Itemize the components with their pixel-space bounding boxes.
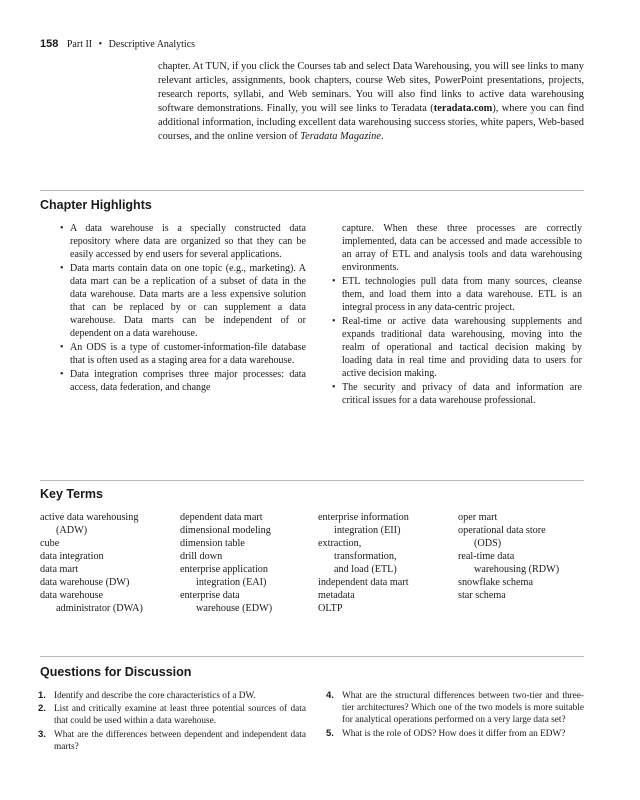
key-term: extraction, bbox=[318, 538, 362, 549]
header-separator: • bbox=[98, 39, 103, 50]
highlight-item: • The security and privacy of data and information are critical issues for a data warehouse professional. bbox=[332, 382, 582, 406]
key-term: warehousing (RDW) bbox=[474, 564, 560, 575]
chapter-highlights-title: Chapter Highlights bbox=[40, 198, 152, 212]
key-term: operational data store bbox=[458, 525, 546, 536]
question-item: 5. What is the role of ODS? How does it differ from an EDW? bbox=[326, 727, 566, 739]
key-term: integration (EII) bbox=[334, 525, 401, 536]
key-term: warehouse (EDW) bbox=[196, 603, 273, 614]
key-term: data warehouse (DW) bbox=[40, 577, 130, 588]
highlights-left-column bbox=[60, 222, 306, 395]
key-term: data integration bbox=[40, 551, 104, 562]
bullet-icon: • bbox=[332, 382, 336, 393]
highlight-item: • Data marts contain data on one topic (e.g., marketing). A data mart can be a replication of a subset of data in the data warehouse. Data marts are a less expensive solution that can be replaced by or can supplement a data warehouse. Data marts can be independent of or dependent on a data warehouse. bbox=[60, 263, 306, 339]
teradata-link[interactable]: teradata.com bbox=[433, 103, 493, 114]
key-term: oper mart bbox=[458, 512, 498, 523]
highlight-continuation: capture. When these three processes are correctly implemented, data can be accessed and made accessible to an array of ETL and analysis tools and data warehousing environments. bbox=[342, 223, 582, 273]
question-item: 1. Identify and describe the core characteristics of a DW. bbox=[38, 690, 256, 701]
highlight-item: • An ODS is a type of customer-information-file database that is often used as a staging area for a data warehouse. bbox=[60, 342, 306, 366]
key-terms-title: Key Terms bbox=[40, 487, 103, 501]
key-term: OLTP bbox=[318, 603, 343, 614]
section-label: Descriptive Analytics bbox=[108, 39, 196, 50]
intro-text-end: . bbox=[381, 131, 384, 142]
magazine-title: Teradata Magazine bbox=[300, 131, 381, 142]
key-term: active data warehousing bbox=[40, 512, 139, 523]
running-header bbox=[40, 38, 195, 50]
section-divider bbox=[40, 480, 584, 481]
question-number: 2. bbox=[38, 703, 46, 715]
question-number: 3. bbox=[38, 728, 46, 740]
key-term: data warehouse bbox=[40, 590, 104, 601]
key-term: dimensional modeling bbox=[180, 525, 271, 536]
bullet-icon: • bbox=[332, 276, 336, 287]
bullet-icon: • bbox=[332, 316, 336, 327]
intro-text: chapter. At TUN, if you click the Courses tab and select Data Warehousing, you will see links to many relevant articles, assignments, book chapters, course Web sites, PowerPoint presentations, projects, research reports, syllabi, and Web seminars. You will also find links to active data warehousing software demonstrations. Finally, you will see links to Teradata ( bbox=[158, 61, 584, 114]
key-term: (ODS) bbox=[474, 538, 502, 549]
key-term: metadata bbox=[318, 590, 355, 601]
key-terms-column-1 bbox=[40, 511, 143, 615]
part-label: Part II bbox=[66, 39, 93, 50]
highlight-item: • Real-time or active data warehousing supplements and expands traditional data warehousing, moving into the realm of operational and tactical decision making by loading data in real time and providing data to users for active decision making. bbox=[332, 316, 582, 379]
intro-text-middle: ), where you can find additional information, including excellent data warehousing success stories, white papers, Web-based courses, and the online version of bbox=[158, 103, 585, 142]
key-term: cube bbox=[40, 538, 60, 549]
question-number: 1. bbox=[38, 690, 46, 701]
key-term: (ADW) bbox=[56, 525, 88, 536]
section-divider bbox=[40, 656, 584, 657]
bullet-icon: • bbox=[60, 369, 64, 380]
key-term: dimension table bbox=[180, 538, 245, 549]
bullet-icon: • bbox=[60, 263, 64, 274]
key-term: enterprise data bbox=[180, 590, 240, 601]
question-item: 3. What are the differences between dependent and independent data marts? bbox=[38, 728, 306, 752]
key-term: data mart bbox=[40, 564, 79, 575]
key-terms-column-3 bbox=[318, 511, 409, 615]
bullet-icon: • bbox=[60, 342, 64, 353]
key-term: independent data mart bbox=[318, 577, 409, 588]
questions-right-column bbox=[326, 690, 584, 741]
key-term: real-time data bbox=[458, 551, 515, 562]
key-term: dependent data mart bbox=[180, 512, 263, 523]
key-term: integration (EAI) bbox=[196, 577, 267, 588]
key-term: transformation, bbox=[334, 551, 397, 562]
intro-paragraph bbox=[158, 60, 584, 144]
questions-left-column bbox=[38, 690, 306, 754]
question-item: 2. List and critically examine at least three potential sources of data that could be used within a data warehouse. bbox=[38, 703, 306, 727]
key-term: and load (ETL) bbox=[334, 564, 397, 575]
key-term: administrator (DWA) bbox=[56, 603, 143, 614]
highlight-item: • Data integration comprises three major processes: data access, data federation, and change bbox=[60, 369, 306, 393]
key-term: enterprise information bbox=[318, 512, 409, 523]
question-number: 5. bbox=[326, 727, 334, 739]
section-divider bbox=[40, 190, 584, 191]
highlight-item: • ETL technologies pull data from many sources, cleanse them, and load them into a data warehouse. ETL is an integral process in any data-centric project. bbox=[332, 276, 582, 313]
bullet-icon: • bbox=[60, 223, 64, 234]
question-item: 4. What are the structural differences between two-tier and three-tier architectures? Which one of the two models is more suitable for analytical operations performed on a very large data set? bbox=[326, 690, 584, 726]
highlight-item: • A data warehouse is a specially constructed data repository where data are organized so that they can be easily accessed by end users for several applications. bbox=[60, 223, 306, 260]
key-terms-column-4 bbox=[458, 511, 559, 602]
key-term: star schema bbox=[458, 590, 506, 601]
questions-title: Questions for Discussion bbox=[40, 665, 192, 679]
question-number: 4. bbox=[326, 690, 334, 701]
page-number: 158 bbox=[40, 38, 59, 50]
key-terms-column-2 bbox=[180, 511, 272, 615]
key-term: enterprise application bbox=[180, 564, 268, 575]
highlights-right-column bbox=[332, 222, 582, 408]
key-term: drill down bbox=[180, 551, 223, 562]
key-term: snowflake schema bbox=[458, 577, 533, 588]
